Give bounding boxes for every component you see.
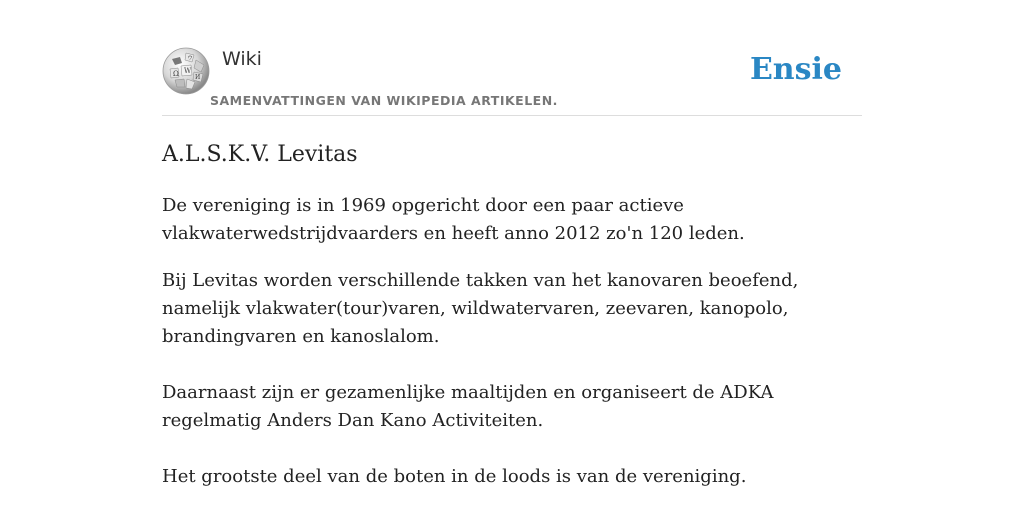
svg-text:И: И — [195, 74, 201, 81]
svg-text:Ω: Ω — [173, 70, 179, 78]
svg-text:W: W — [184, 67, 192, 75]
article-paragraph-boats: Het grootste deel van de boten in de loods is van de vereniging. — [162, 466, 747, 487]
page-title: A.L.S.K.V. Levitas — [162, 142, 358, 167]
article-paragraph-intro: De vereniging is in 1969 opgericht door een paar actieve vlakwaterwedstrijdvaarders en heeft anno 2012 zo'n 120 leden. — [162, 195, 745, 244]
article-body — [162, 192, 862, 491]
brand-logo-link[interactable]: Ensie — [749, 52, 842, 87]
site-header — [162, 44, 862, 116]
article-paragraph-activities: Daarnaast zijn er gezamenlijke maaltijden en organiseert de ADKA regelmatig Anders Dan Kano Activiteiten. — [162, 382, 774, 431]
article-paragraph-disciplines: Bij Levitas worden verschillende takken van het kanovaren beoefend, namelijk vlakwater(tour)varen, wildwatervaren, zeevaren, kanopolo, brandingvaren en kanoslalom. — [162, 270, 799, 347]
site-label[interactable]: Wiki — [222, 48, 262, 70]
wikipedia-globe-icon[interactable] — [162, 47, 210, 95]
svg-text:ウ: ウ — [187, 55, 194, 62]
site-tagline: SAMENVATTINGEN VAN WIKIPEDIA ARTIKELEN. — [210, 93, 558, 108]
